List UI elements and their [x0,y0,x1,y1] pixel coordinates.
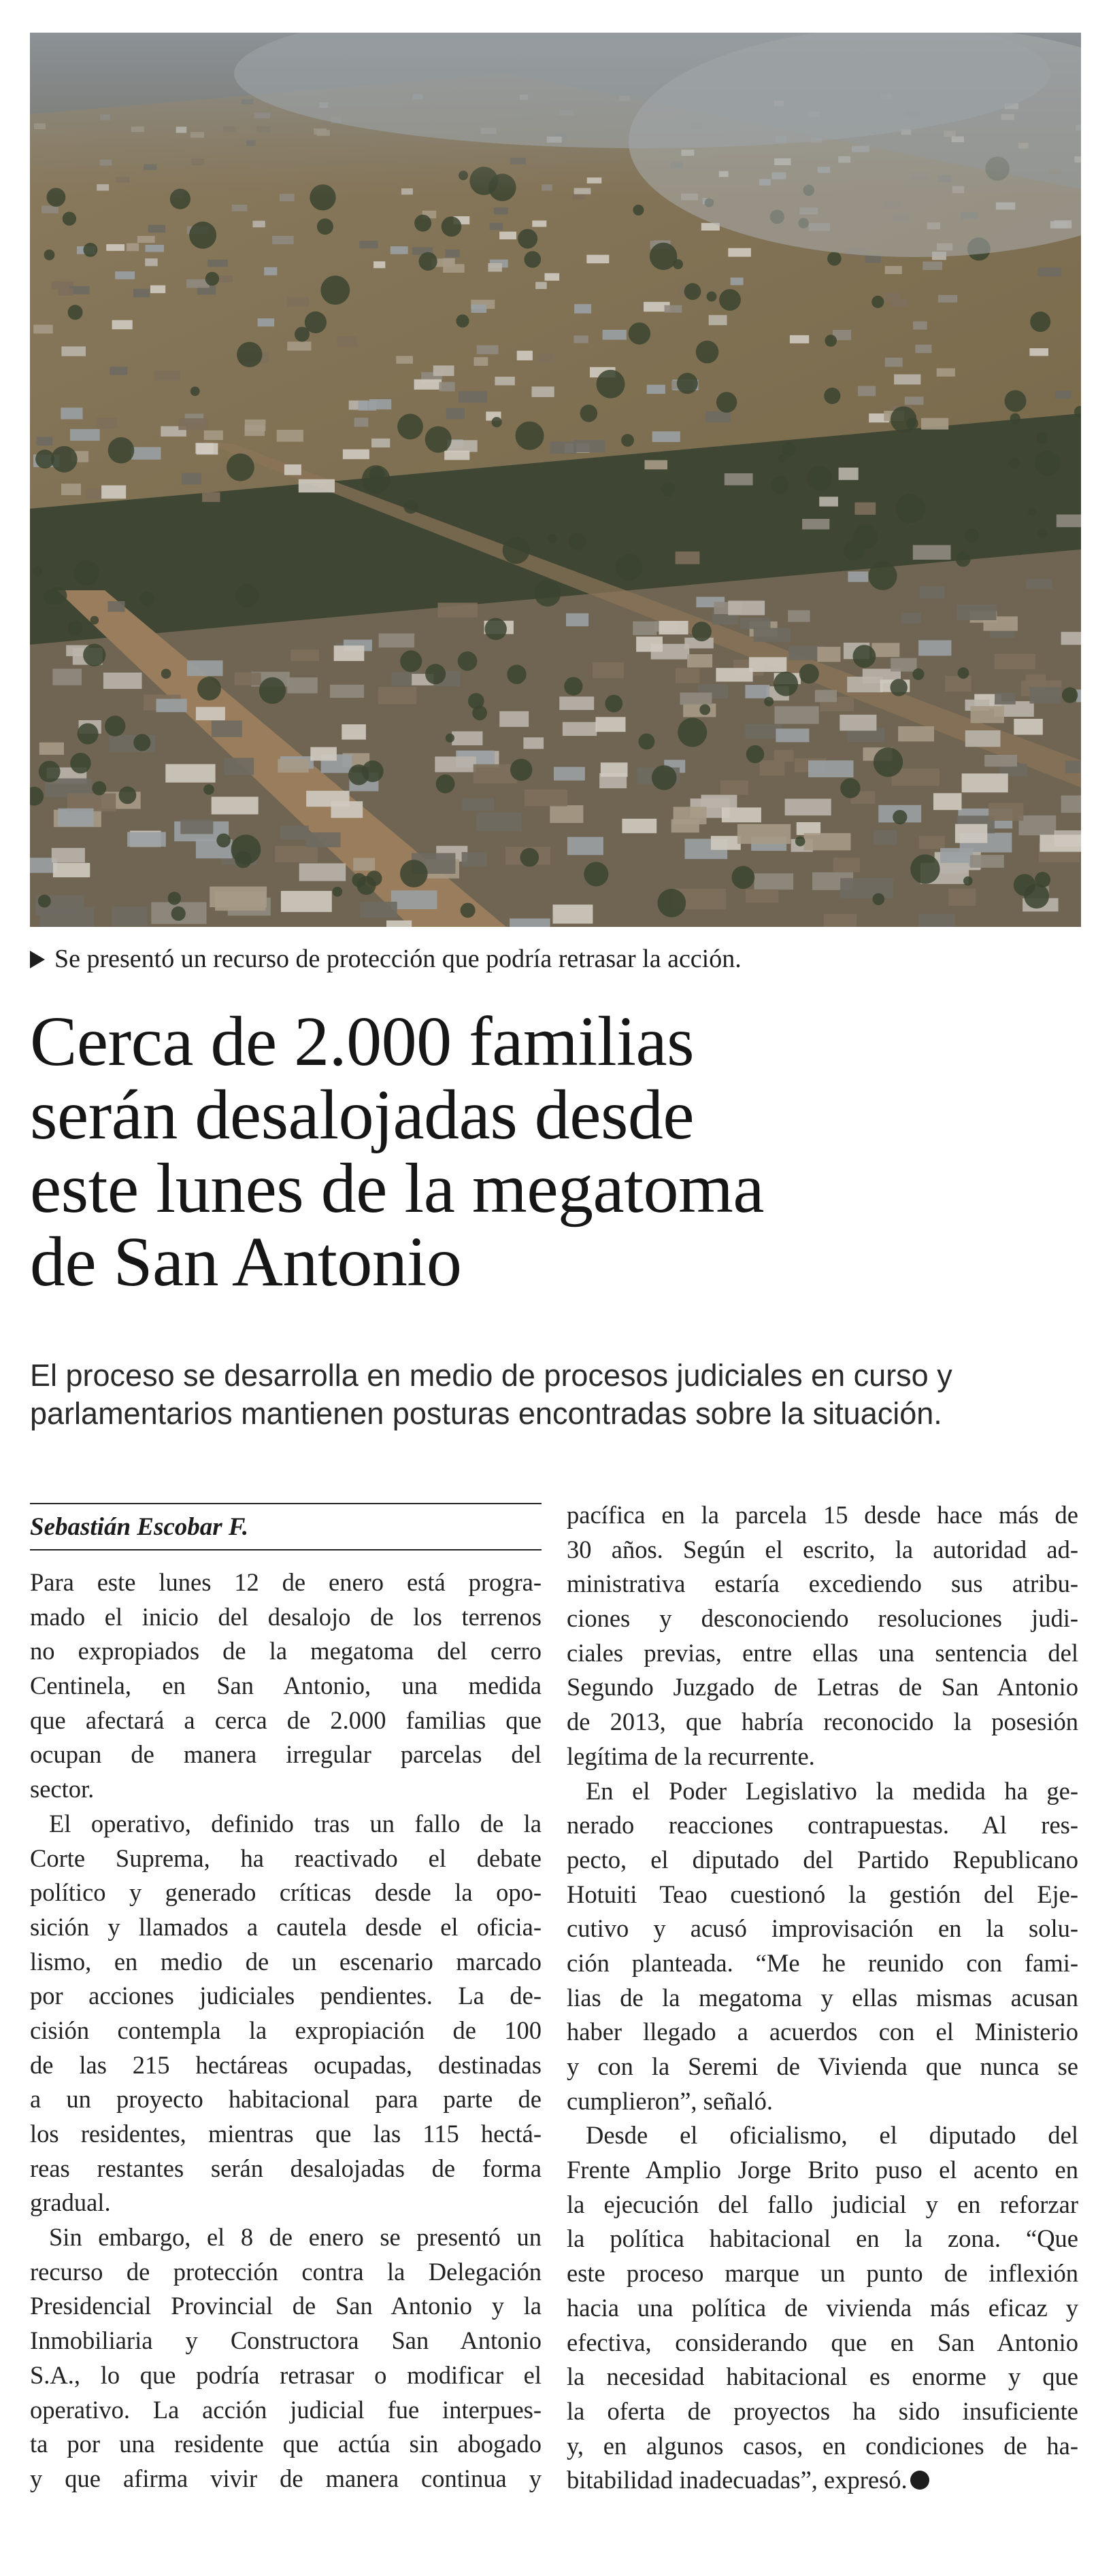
body-line [567,1981,1078,2016]
body-line-text: bitabilidad inadecuadas”, expresó. [567,2466,908,2494]
body-line [30,1979,542,2014]
body-line [30,2462,542,2496]
body-line [567,1740,1078,1774]
body-line-text: ministrativa estaría excediendo sus atribu- [567,1570,1078,1598]
headline-line: serán desalojadas desde [30,1076,695,1154]
body-line [30,2358,542,2393]
body-line [567,1774,1078,1809]
body-line-text: Inmobiliaria y Constructora San Antonio [30,2326,542,2355]
body-line-text: En el Poder Legislativo la medida ha ge- [586,1776,1078,1805]
aerial-photo-icon [30,33,1081,927]
body-line [567,1567,1078,1601]
body-line-text: la ejecución del fallo judicial y en reforzar [567,2190,1078,2218]
body-line [30,2117,542,2152]
body-line [567,2429,1078,2464]
body-line [567,2222,1078,2256]
body-line [30,2255,542,2290]
body-line [567,2291,1078,2326]
body-line [567,1498,1078,1533]
body-line-text: lias de la megatoma y ellas mismas acusan [567,1983,1078,2012]
article-column-right [567,1503,1078,2498]
article-column-left [30,1503,542,2496]
body-line [567,2256,1078,2291]
body-line-text: legítima de la recurrente. [567,1742,815,1770]
subheadline-line: El proceso se desarrolla en medio de procesos judiciales en curso y [30,1358,952,1393]
body-line-text: sector. [30,1775,95,1803]
body-line-text: Frente Amplio Jorge Brito puso el acento en [567,2156,1078,2184]
body-line [30,1600,542,1635]
body-line-text: Sin embargo, el 8 de enero se presentó un [49,2223,542,2252]
body-line-text: Presidencial Provincial de San Antonio y la [30,2292,542,2320]
body-line [567,2326,1078,2360]
body-line [30,1738,542,1772]
body-line [567,2015,1078,2050]
byline: Sebastián Escobar F. [30,1503,542,1550]
subheadline-line: parlamentarios mantienen posturas encontradas sobre la situación. [30,1396,942,1431]
body-line-text: pacífica en la parcela 15 desde hace más de [567,1501,1078,1529]
body-line-text: Corte Suprema, ha reactivado el debate [30,1844,542,1872]
body-line [30,1910,542,1945]
body-line-text: ta por una residente que actúa sin abogado [30,2430,542,2458]
body-line-text: no expropiados de la megatoma del cerro [30,1637,542,1665]
body-line-text: la necesidad habitacional es enorme y que [567,2362,1078,2391]
article-photo [30,33,1081,927]
body-line [567,2394,1078,2429]
body-line-text: reas restantes serán desalojadas de forma [30,2154,542,2182]
body-line-text: 30 años. Según el escrito, la autoridad ad- [567,1535,1078,1563]
body-line-text: lismo, en medio de un escenario marcado [30,1947,542,1976]
photo-caption [30,943,1081,975]
body-line [30,1807,542,1842]
body-line-text: Centinela, en San Antonio, una medida [30,1672,542,1700]
caption-text: Se presentó un recurso de protección que podría retrasar la acción. [54,945,742,973]
body-line-text: este proceso marque un punto de inflexión [567,2259,1078,2288]
body-line [30,1876,542,1910]
body-line-text: pecto, el diputado del Partido Republicano [567,1845,1078,1874]
body-line [567,1946,1078,1981]
body-line [567,2050,1078,2084]
body-line-text: hacia una política de vivienda más eficaz y [567,2293,1078,2322]
body-line [567,2360,1078,2394]
body-line [30,2082,542,2117]
body-line-text: Hotuiti Teao cuestionó la gestión del Eje- [567,1880,1078,1908]
body-line-text: de 2013, que habría reconocido la posesión [567,1708,1078,1736]
body-line [567,1878,1078,1912]
body-line-text: y, en algunos casos, en condiciones de ha- [567,2431,1078,2460]
body-line [567,2463,1078,2498]
body-line-text: cumplieron”, señaló. [567,2086,774,2115]
body-line-text: cisión contempla la expropiación de 100 [30,2016,542,2044]
body-line-text: ocupan de manera irregular parcelas del [30,1740,542,1769]
body-line [30,2014,542,2048]
body-line [567,1705,1078,1740]
headline-line: Cerca de 2.000 familias [30,1002,695,1081]
body-line [567,1843,1078,1878]
caption-triangle-icon [30,951,45,968]
body-text-right [567,1498,1078,2498]
body-line-text: Desde el oficialismo, el diputado del [586,2121,1078,2150]
body-line-text: ciales previas, entre ellas una sentencia del [567,1638,1078,1667]
body-line-text: sición y llamados a cautela desde el oficia- [30,1912,542,1941]
body-line [567,2118,1078,2153]
body-line-text: ciones y desconociendo resoluciones judi- [567,1604,1078,1633]
body-line [30,1772,542,1807]
body-line-text: y con la Seremi de Vivienda que nunca se [567,2052,1078,2080]
body-line [567,2084,1078,2119]
body-line [30,2289,542,2324]
body-line-text: por acciones judiciales pendientes. La de- [30,1982,542,2010]
body-line [567,1670,1078,1705]
body-line [30,2220,542,2255]
body-line [30,1704,542,1738]
body-line-text: la oferta de proyectos ha sido insuficiente [567,2396,1078,2425]
body-line-text: la política habitacional en la zona. “Que [567,2224,1078,2253]
body-line [30,1565,542,1600]
body-line [567,1808,1078,1843]
subheadline [30,1357,1091,1433]
end-of-article-icon [910,2471,929,2490]
body-line-text: haber llegado a acuerdos con el Ministerio [567,2018,1078,2046]
body-line-text: operativo. La acción judicial fue interpues- [30,2395,542,2424]
headline-line: de San Antonio [30,1223,462,1301]
body-line-text: que afectará a cerca de 2.000 familias que [30,1706,542,1734]
body-line [30,1945,542,1980]
body-line-text: El operativo, definido tras un fallo de la [49,1809,542,1837]
body-line [567,1601,1078,1636]
body-line [30,2324,542,2358]
body-line [30,1842,542,1876]
body-text-left [30,1565,542,2496]
body-line-text: a un proyecto habitacional para parte de [30,2085,542,2114]
body-line [30,2152,542,2186]
headline-line: este lunes de la megatoma [30,1149,765,1227]
headline [30,1002,1091,1301]
body-line [567,1912,1078,1946]
body-line [567,2153,1078,2188]
body-line-text: ción planteada. “Me he reunido con fami- [567,1948,1078,1977]
body-line [30,2186,542,2220]
body-line [30,2393,542,2428]
body-line-text: recurso de protección contra la Delegación [30,2257,542,2286]
body-line-text: político y generado críticas desde la opo- [30,1878,542,1907]
body-line-text: efectiva, considerando que en San Antonio [567,2328,1078,2356]
body-line-text: Segundo Juzgado de Letras de San Antonio [567,1673,1078,1701]
body-line-text: S.A., lo que podría retrasar o modificar el [30,2360,542,2389]
body-line [30,1669,542,1704]
body-line-text: de las 215 hectáreas ocupadas, destinadas [30,2050,542,2079]
body-line [567,2188,1078,2222]
body-line-text: Para este lunes 12 de enero está progra- [30,1568,542,1596]
body-line-text: nerado reacciones contrapuestas. Al res- [567,1811,1078,1840]
body-line [30,1634,542,1669]
body-line [567,1533,1078,1567]
body-line-text: los residentes, mientras que las 115 hectá- [30,2120,542,2148]
body-line-text: cutivo y acusó improvisación en la solu- [567,1914,1078,1943]
body-line-text: mado el inicio del desalojo de los terrenos [30,1602,542,1631]
body-line [567,1636,1078,1671]
body-line-text: y que afirma vivir de manera continua y [30,2464,542,2492]
body-line [30,2427,542,2462]
body-line-text: gradual. [30,2188,111,2217]
body-line [30,2048,542,2083]
